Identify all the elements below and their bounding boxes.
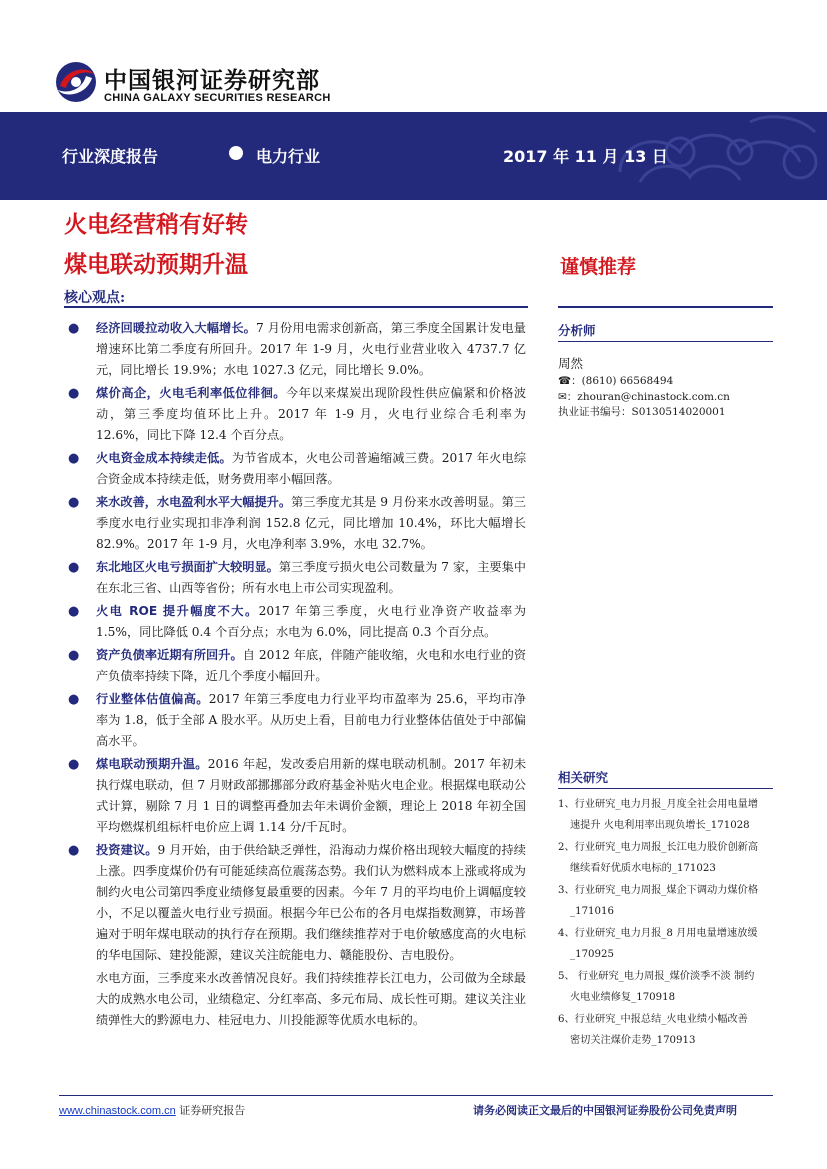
bullet-icon: ● — [68, 843, 80, 858]
core-views-list — [64, 318, 526, 1031]
report-title-line1: 火电经营稍有好转 — [64, 212, 248, 238]
report-title-line2: 煤电联动预期升温 — [64, 252, 248, 278]
bullet-text: 2016 年起，发改委启用新的煤电联动机制。2017 年初未执行煤电联动，但 7 月财政部挪挪部分政府基金补贴火电企业。根据煤电联动公式计算，剔除 7 月 1 日的调整再叠加去年未调价金额，理论上 2018 年初全国平均燃煤机组标杆电价应上调 1.14 分/千瓦时。 — [96, 757, 527, 834]
website-link[interactable]: www.chinastock.com.cn — [59, 1105, 176, 1117]
research-title: 3、行业研究_电力周报_煤企下调动力煤价格 — [558, 885, 759, 896]
bullet-icon: ● — [68, 451, 80, 466]
galaxy-logo-icon — [54, 60, 98, 104]
core-divider — [64, 306, 528, 308]
list-item[interactable] — [558, 967, 773, 1008]
related-research-heading: 相关研究 — [558, 770, 609, 785]
bullet-icon: ● — [68, 604, 80, 619]
analyst-email: ✉：zhouran@chinastock.com.cn — [558, 391, 730, 403]
related-divider — [558, 788, 773, 789]
bullet-text: 第三季度亏损火电公司数量为 7 家，主要集中在东北三省、山西等省份；所有水电上市公司实现盈利。 — [96, 560, 526, 595]
research-title-cont: 火电业绩修复_170918 — [570, 991, 676, 1003]
list-item[interactable] — [558, 838, 773, 879]
bullet-icon: ● — [68, 495, 80, 510]
footer-label: 证券研究报告 — [175, 1104, 246, 1117]
bullet-heading: 火电资金成本持续走低。 — [96, 451, 232, 465]
bullet-icon: ● — [68, 757, 80, 772]
bullet-icon: ● — [68, 692, 80, 707]
bullet-heading: 资产负债率近期有所回升。 — [96, 648, 243, 662]
related-research-list — [558, 795, 773, 1053]
footer-divider — [59, 1095, 773, 1096]
report-date: 2017 年 11 月 13 日 — [503, 147, 668, 166]
industry-label: 电力行业 — [256, 147, 321, 166]
research-title-cont: _171016 — [570, 905, 614, 917]
research-title-cont: _170925 — [570, 948, 614, 960]
list-item[interactable] — [558, 795, 773, 836]
list-item[interactable] — [558, 924, 773, 965]
bullet-text: 7 月份用电需求创新高，第三季度全国累计发电量增速环比第二季度有所回升。2017 年 1-9 月，火电行业营业收入 4737.7 亿元，同比增长 19.9%；水电 1027.3 亿元，同比增长 9.0%。 — [96, 321, 526, 377]
research-title: 1、行业研究_电力月报_月度全社会用电量增 — [558, 799, 759, 810]
list-item — [64, 601, 526, 643]
logo-chinese-name: 中国银河证券研究部 — [104, 68, 320, 94]
research-title: 6、行业研究_中报总结_火电业绩小幅改善 — [558, 1014, 748, 1025]
list-item — [64, 448, 526, 490]
bullet-text: 为节省成本，火电公司普遍缩减三费。2017 年火电综合资金成本持续走低，财务费用率小幅回落。 — [96, 451, 527, 486]
bullet-heading: 投资建议。 — [96, 843, 158, 857]
list-item — [64, 754, 526, 838]
research-title: 2、行业研究_电力周报_长江电力股价创新高 — [558, 842, 759, 853]
list-item — [64, 689, 526, 752]
list-item[interactable] — [558, 1010, 773, 1051]
analyst-divider — [558, 341, 773, 342]
bullet-text: 第三季度尤其是 9 月份来水改善明显。第三季度水电行业实现扣非净利润 152.8 亿元，同比增加 10.4%，环比大幅增长 82.9%。2017 年 1-9 月，火电净利率 3.9%，水电 32.7%。 — [96, 495, 526, 551]
research-title-cont: 密切关注煤价走势_170913 — [570, 1034, 696, 1046]
bullet-text: 2017 年第三季度，火电行业净资产收益率为 1.5%，同比降低 0.4 个百分点；水电为 6.0%，同比提高 0.3 个百分点。 — [96, 604, 527, 639]
list-item — [64, 557, 526, 599]
list-item[interactable] — [558, 881, 773, 922]
list-item — [64, 840, 526, 966]
bullet-heading: 煤价高企，火电毛利率低位徘徊。 — [96, 386, 286, 400]
bullet-heading: 来水改善，水电盈利水平大幅提升。 — [96, 495, 292, 509]
bullet-text: 2017 年第三季度电力行业平均市盈率为 25.6，平均市净率为 1.8，低于全部 A 股水平。从历史上看，目前电力行业整体估值处于中部偏高水平。 — [96, 692, 526, 748]
analyst-license: 执业证书编号：S0130514020001 — [558, 406, 726, 418]
analyst-name: 周然 — [558, 356, 584, 371]
bullet-heading: 经济回暖拉动收入大幅增长。 — [96, 321, 256, 335]
logo-english-name: CHINA GALAXY SECURITIES RESEARCH — [104, 92, 331, 104]
bullet-dot-icon — [229, 146, 243, 160]
footer-left — [59, 1102, 245, 1118]
bullet-heading: 火电 ROE 提升幅度不大。 — [96, 604, 259, 618]
analyst-phone: ☎：(8610) 66568494 — [558, 375, 674, 387]
list-item — [64, 645, 526, 687]
bullet-icon: ● — [68, 560, 80, 575]
bullet-heading: 煤电联动预期升温。 — [96, 757, 208, 771]
bullet-heading: 东北地区火电亏损面扩大较明显。 — [96, 560, 279, 574]
research-title: 4、行业研究_电力月报_8 月用电量增速放缓 — [558, 928, 758, 939]
list-item — [64, 318, 526, 381]
core-views-label: 核心观点: — [64, 290, 126, 306]
disclaimer-note: 请务必阅读正文最后的中国银河证券股份公司免责声明 — [473, 1104, 737, 1117]
hydro-paragraph: 水电方面，三季度来水改善情况良好。我们持续推荐长江电力，公司做为全球最大的成熟水电公司，业绩稳定、分红率高、多元布局、成长性可期。建议关注业绩弹性大的黔源电力、桂冠电力、川投能源等优质水电标的。 — [96, 971, 526, 1027]
list-item — [64, 383, 526, 446]
rating-label: 谨慎推荐 — [560, 256, 637, 278]
analyst-heading: 分析师 — [558, 323, 596, 338]
research-title: 5、 行业研究_电力周报_煤价淡季不淡 制约 — [558, 971, 755, 982]
research-title-cont: 继续看好优质水电标的_171023 — [570, 862, 716, 874]
research-title-cont: 速提升 火电利用率出现负增长_171028 — [570, 819, 750, 831]
header-banner — [0, 112, 827, 200]
bullet-icon: ● — [68, 648, 80, 663]
list-item — [64, 492, 526, 555]
bullet-icon: ● — [68, 321, 80, 336]
bullet-text: 自 2012 年底，伴随产能收缩，火电和水电行业的资产负债率持续下降，近几个季度小幅回升。 — [96, 648, 527, 683]
bullet-icon: ● — [68, 386, 80, 401]
bullet-heading: 行业整体估值偏高。 — [96, 692, 209, 706]
report-type-label: 行业深度报告 — [62, 147, 159, 166]
bullet-text: 今年以来煤炭出现阶段性供应偏紧和价格波动，第三季度均值环比上升。2017 年 1-9 月，火电行业综合毛利率为 12.6%，同比下降 12.4 个百分点。 — [96, 386, 527, 442]
bullet-text: 9 月开始，由于供给缺乏弹性，沿海动力煤价格出现较大幅度的持续上涨。四季度煤价仍有可能延续高位震荡态势。我们认为燃料成本上涨或将成为制约火电公司第四季度业绩修复最重要的因素。今年 7 月的平均电价上调幅度较小，不足以覆盖火电行业亏损面。根据今年已公布的各月电煤指数测算，市场普遍对于明年煤电联动的执行存在预期。我们继续推荐对于电价敏感度高的火电标的华电国际、建投能源，建议关注皖能电力、赣能股份、吉电股份。 — [96, 843, 526, 962]
rating-divider — [558, 306, 773, 308]
